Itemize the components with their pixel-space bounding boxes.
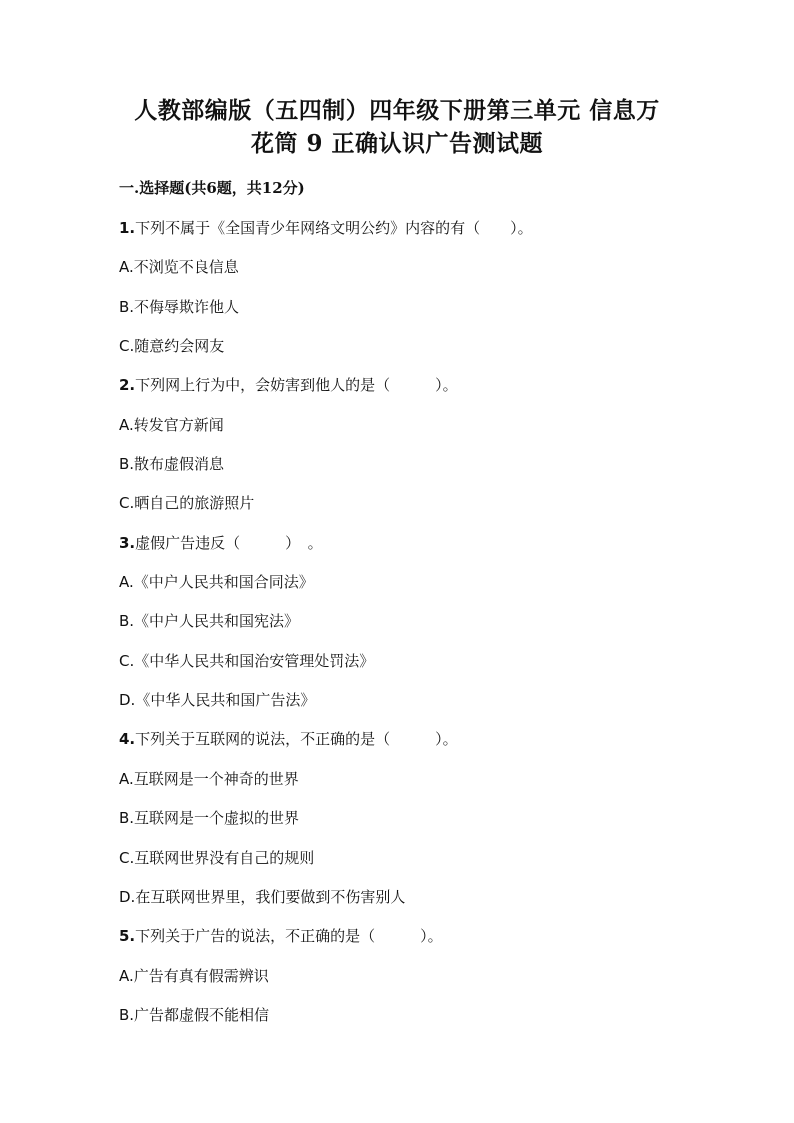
question-2-option-b: B.散布虚假消息 (119, 455, 225, 473)
question-text: 下列网上行为中，会妨害到他人的是（ ）。 (135, 376, 458, 394)
question-4-option-c: C.互联网世界没有自己的规则 (119, 849, 315, 867)
question-5-option-a: A.广告有真有假需辨识 (119, 967, 269, 985)
document-title-line-1: 人教部编版（五四制）四年级下册第三单元 信息万 (134, 97, 660, 124)
question-3-option-c: C.《中华人民共和国治安管理处罚法》 (119, 652, 375, 670)
section-heading: 一.选择题(共6题，共12分) (119, 179, 305, 197)
question-3 (119, 533, 323, 553)
question-4-option-d: D.在互联网世界里，我们要做到不伤害别人 (119, 888, 406, 906)
question-2-option-c: C.晒自己的旅游照片 (119, 494, 255, 512)
question-1-option-c: C.随意约会网友 (119, 337, 225, 355)
question-3-option-d: D.《中华人民共和国广告法》 (119, 691, 316, 709)
question-1-option-a: A.不浏览不良信息 (119, 258, 239, 276)
question-3-option-a: A.《中户人民共和国合同法》 (119, 573, 314, 591)
question-2-option-a: A.转发官方新闻 (119, 416, 224, 434)
question-5 (119, 926, 443, 946)
question-text: 下列关于互联网的说法，不正确的是（ ）。 (135, 730, 458, 748)
question-number: 4. (119, 730, 136, 748)
question-4-option-a: A.互联网是一个神奇的世界 (119, 770, 299, 788)
question-number: 1. (119, 219, 136, 237)
question-number: 3. (119, 534, 136, 552)
question-2 (119, 375, 458, 395)
question-number: 5. (119, 927, 136, 945)
question-1 (119, 218, 533, 238)
question-4-option-b: B.互联网是一个虚拟的世界 (119, 809, 300, 827)
question-3-option-b: B.《中户人民共和国宪法》 (119, 612, 300, 630)
question-1-option-b: B.不侮辱欺诈他人 (119, 298, 240, 316)
question-text: 下列关于广告的说法，不正确的是（ ）。 (135, 927, 443, 945)
document-title-line-2: 花筒 9 正确认识广告测试题 (250, 130, 544, 157)
question-text: 虚假广告违反（ ） 。 (135, 534, 323, 552)
question-text: 下列不属于《全国青少年网络文明公约》内容的有（ ）。 (135, 219, 533, 237)
question-4 (119, 729, 458, 749)
question-number: 2. (119, 376, 136, 394)
question-5-option-b: B.广告都虚假不能相信 (119, 1006, 270, 1024)
